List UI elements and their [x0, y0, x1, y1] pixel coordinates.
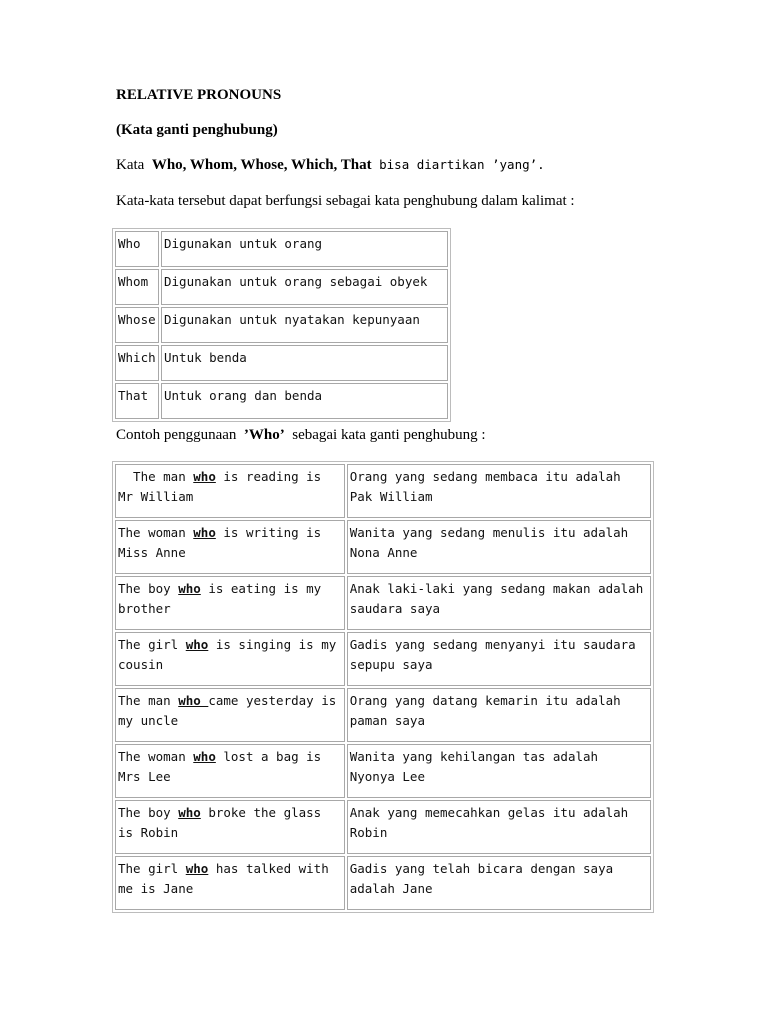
sentence-end: is eating is my brother: [118, 581, 329, 616]
pronoun-cell: Who: [115, 231, 159, 267]
example-intro: [116, 427, 486, 444]
pronoun-cell: That: [115, 383, 159, 419]
table-row: [115, 269, 448, 305]
who-word: who: [178, 581, 201, 596]
sentence-start: The boy: [118, 581, 179, 596]
table-row: [115, 856, 651, 910]
sentence-start: The woman: [118, 525, 194, 540]
sentence-end: broke the glass is Robin: [118, 805, 329, 840]
english-sentence-cell: [115, 576, 345, 630]
indonesian-sentence-cell: Gadis yang sedang menyanyi itu saudara sepupu saya: [347, 632, 651, 686]
pronoun-cell: Whose: [115, 307, 159, 343]
intro-prefix: Kata: [116, 157, 145, 173]
example-table: [112, 461, 654, 913]
table-row: [115, 307, 448, 343]
intro-sentence: [116, 157, 545, 174]
english-sentence-cell: [115, 744, 345, 798]
table-row: [115, 688, 651, 742]
indonesian-sentence-cell: Anak laki-laki yang sedang makan adalah saudara saya: [347, 576, 651, 630]
who-word: who: [193, 469, 216, 484]
sentence-end: is reading is Mr William: [118, 469, 329, 504]
table-row: [115, 383, 448, 419]
table-row: [115, 520, 651, 574]
who-word: who: [178, 693, 209, 708]
sentence-start: The girl: [118, 861, 186, 876]
indonesian-sentence-cell: Wanita yang kehilangan tas adalah Nyonya Lee: [347, 744, 651, 798]
sentence-end: came yesterday is my uncle: [118, 693, 344, 728]
sentence-start: The boy: [118, 805, 179, 820]
table-row: [115, 744, 651, 798]
indonesian-sentence-cell: Orang yang datang kemarin itu adalah paman saya: [347, 688, 651, 742]
meaning-cell: Digunakan untuk orang sebagai obyek: [161, 269, 448, 305]
table-row: [115, 345, 448, 381]
pronoun-table: [112, 228, 451, 422]
english-sentence-cell: [115, 632, 345, 686]
sentence-end: lost a bag is Mrs Lee: [118, 749, 329, 784]
english-sentence-cell: [115, 520, 345, 574]
english-sentence-cell: [115, 856, 345, 910]
table-row: [115, 231, 448, 267]
english-sentence-cell: [115, 688, 345, 742]
sentence-start: The man: [118, 693, 179, 708]
indonesian-sentence-cell: Anak yang memecahkan gelas itu adalah Robin: [347, 800, 651, 854]
sentence-end: has talked with me is Jane: [118, 861, 337, 896]
sentence-start: The woman: [118, 749, 194, 764]
meaning-cell: Digunakan untuk nyatakan kepunyaan: [161, 307, 448, 343]
sentence-end: is singing is my cousin: [118, 637, 344, 672]
table-row: [115, 464, 651, 518]
example-intro-word: ’Who’: [243, 427, 285, 443]
sentence-end: is writing is Miss Anne: [118, 525, 329, 560]
table-row: [115, 576, 651, 630]
who-word: who: [185, 861, 209, 876]
sentence-start: The girl: [118, 637, 186, 652]
meaning-cell: Untuk orang dan benda: [161, 383, 448, 419]
intro-pronouns: Who, Whom, Whose, Which, That: [151, 157, 372, 173]
example-intro-prefix: Contoh penggunaan: [116, 427, 237, 443]
intro-suffix: bisa diartikan ’yang’.: [379, 157, 545, 172]
who-word: who: [193, 749, 216, 764]
pronoun-cell: Which: [115, 345, 159, 381]
english-sentence-cell: [115, 800, 345, 854]
example-intro-suffix: sebagai kata ganti penghubung :: [292, 427, 486, 443]
english-sentence-cell: [115, 464, 345, 518]
indonesian-sentence-cell: Orang yang sedang membaca itu adalah Pak William: [347, 464, 651, 518]
document-subtitle: (Kata ganti penghubung): [116, 122, 278, 138]
meaning-cell: Untuk benda: [161, 345, 448, 381]
who-word: who: [193, 525, 216, 540]
function-sentence: Kata-kata tersebut dapat berfungsi sebagai kata penghubung dalam kalimat :: [116, 193, 575, 209]
sentence-start: The man: [118, 469, 194, 484]
pronoun-cell: Whom: [115, 269, 159, 305]
who-word: who: [178, 805, 201, 820]
table-row: [115, 632, 651, 686]
meaning-cell: Digunakan untuk orang: [161, 231, 448, 267]
who-word: who: [185, 637, 209, 652]
indonesian-sentence-cell: Gadis yang telah bicara dengan saya adalah Jane: [347, 856, 651, 910]
table-row: [115, 800, 651, 854]
document-title: RELATIVE PRONOUNS: [116, 87, 282, 103]
indonesian-sentence-cell: Wanita yang sedang menulis itu adalah Nona Anne: [347, 520, 651, 574]
